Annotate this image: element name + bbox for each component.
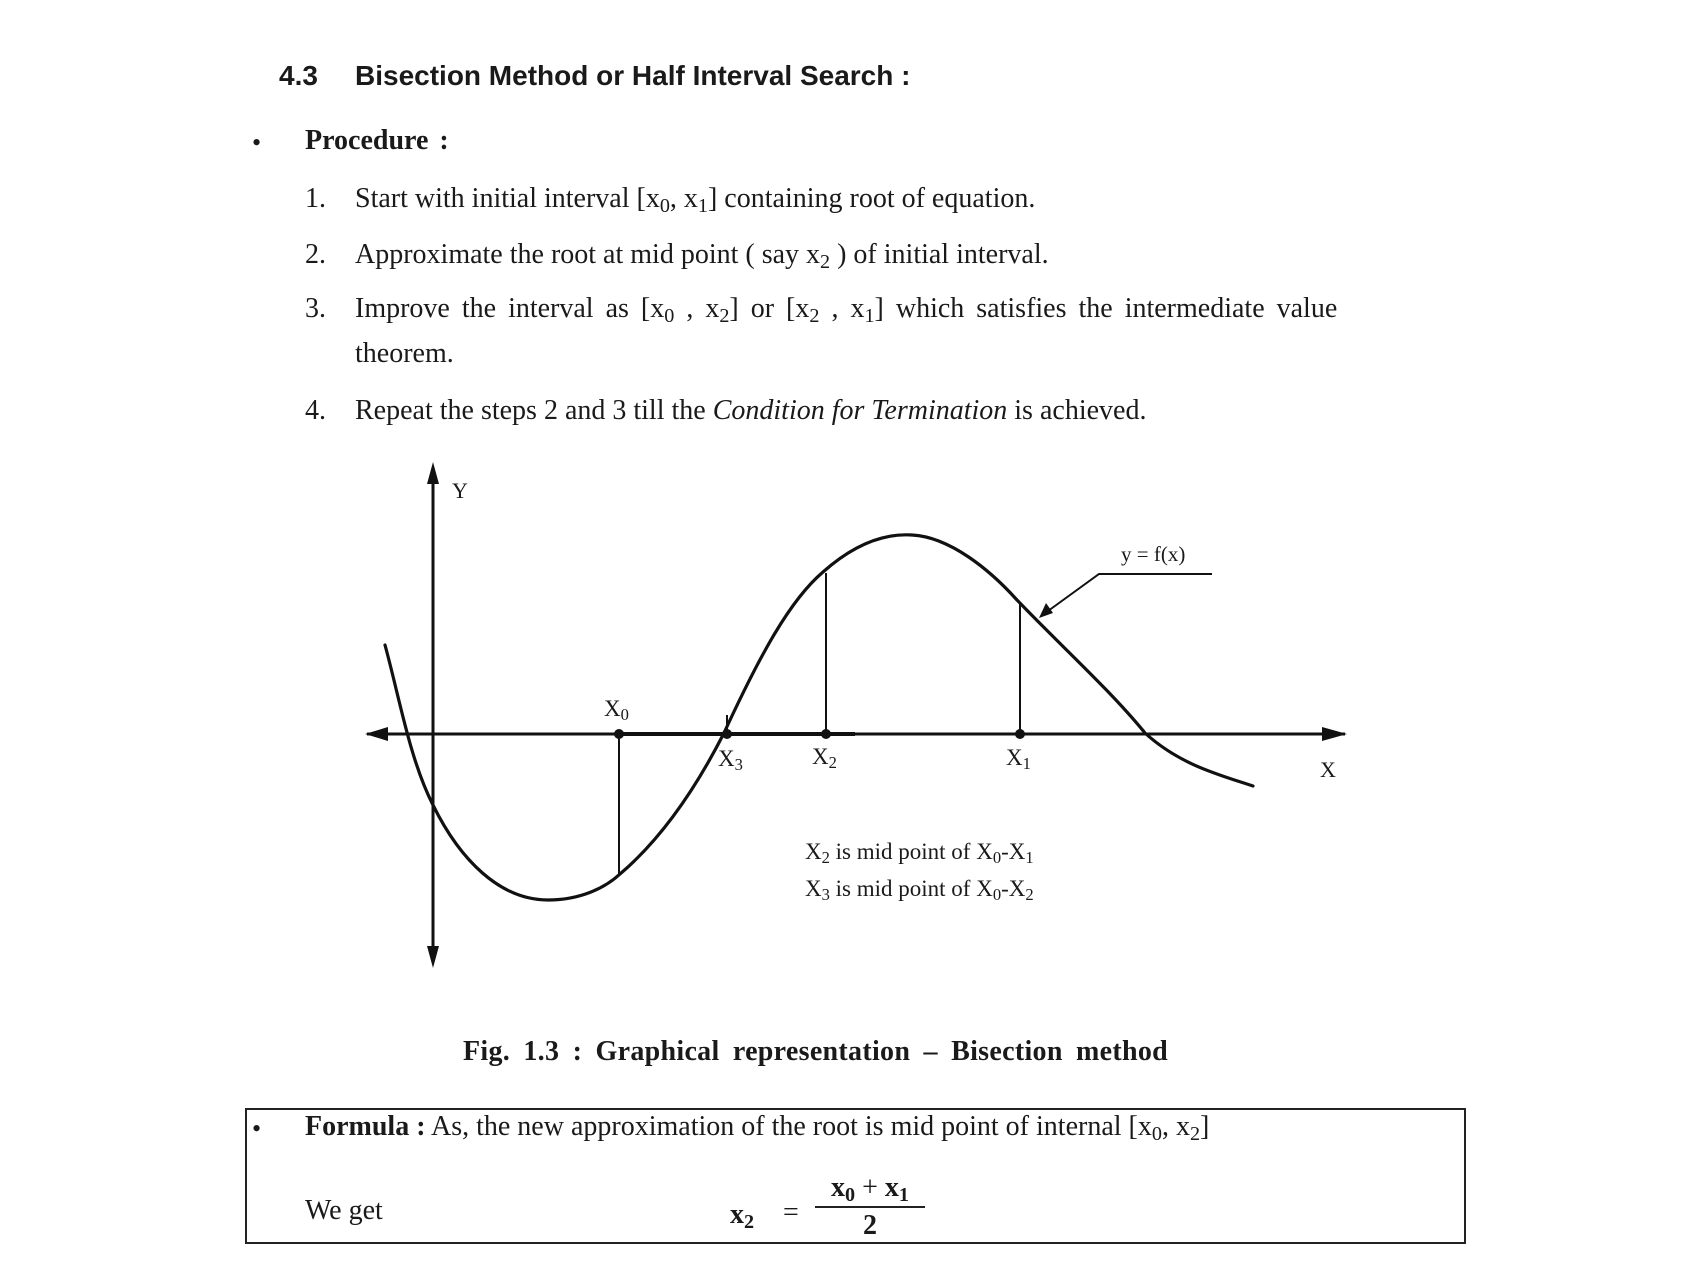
x-axis-left-arrow <box>365 727 388 741</box>
step-text-continuation: theorem. <box>355 338 454 369</box>
figure-note: $X_3$ is mid point of $X_0-X_2$ <box>805 876 1034 905</box>
y-axis-label: Y <box>452 478 468 503</box>
formula-line: Formula : As, the new approximation of the root is mid point of internal [$x_0$, $x_2$] <box>305 1111 1210 1146</box>
step-number: 3. <box>305 293 326 324</box>
term-condition: Condition for Termination <box>712 395 1008 426</box>
label-x1: $X_1$ <box>1006 745 1031 774</box>
formula-equals: = <box>783 1197 799 1228</box>
curve-label: y = f(x) <box>1121 542 1186 566</box>
formula-label: Formula : <box>305 1111 426 1142</box>
procedure-heading: Procedure : <box>305 125 449 156</box>
step-number: 2. <box>305 239 326 270</box>
figure-caption: Fig. 1.3 : Graphical representation – Bisection method <box>463 1036 1169 1067</box>
section-title: Bisection Method or Half Interval Search : <box>355 60 911 91</box>
formula-lhs: $x_2$ <box>730 1199 755 1234</box>
y-axis-bottom-arrow <box>427 946 439 968</box>
label-x2: $X_2$ <box>812 744 837 773</box>
section-number: 4.3 <box>279 60 318 91</box>
formula-fraction <box>815 1172 925 1242</box>
point-x1 <box>1015 729 1025 739</box>
step-text: Start with initial interval [$x_0$, $x_1$] containing root of equation. <box>355 183 1036 218</box>
step-number: 4. <box>305 395 326 426</box>
label-x3: $X_3$ <box>718 746 743 775</box>
x-axis-right-arrow <box>1322 727 1347 741</box>
fraction-numerator: $x_0 + x_1$ <box>815 1172 925 1208</box>
point-x3 <box>722 729 732 739</box>
label-x0: $X_0$ <box>604 696 629 725</box>
curve-label-arrowhead <box>1039 603 1053 618</box>
y-axis-top-arrow <box>427 462 439 484</box>
figure-note: $X_2$ is mid point of $X_0-X_1$ <box>805 839 1034 868</box>
step-text: Improve the interval as [$x_0$ , $x_2$] or [$x_2$ , $x_1$] which satisfies the intermediate value <box>355 293 1338 328</box>
curve-label-leader <box>1048 574 1212 611</box>
bullet: • <box>252 128 262 157</box>
x-axis-label: X <box>1320 757 1336 782</box>
we-get-text: We get <box>305 1195 383 1226</box>
step-text: Approximate the root at mid point ( say $x_2$ ) of initial interval. <box>355 239 1049 274</box>
step-number: 1. <box>305 183 326 214</box>
fraction-denominator: 2 <box>863 1210 877 1241</box>
bullet: • <box>252 1114 262 1143</box>
point-x2 <box>821 729 831 739</box>
point-x0 <box>614 729 624 739</box>
step-text: Repeat the steps 2 and 3 till the Condition for Termination is achieved. <box>355 395 1147 426</box>
